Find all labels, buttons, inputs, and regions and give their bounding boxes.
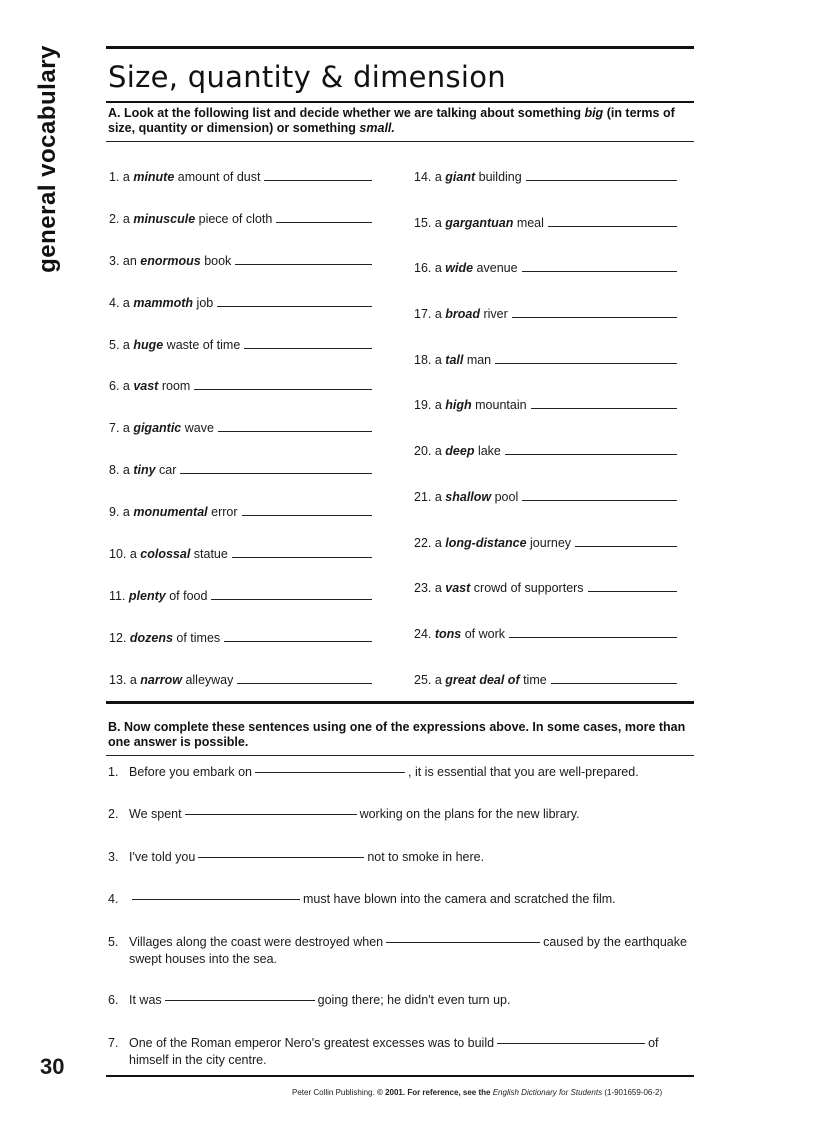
item-prefix: 25. a [414, 673, 446, 687]
item-keyword: shallow [445, 490, 492, 504]
sentence-start: Villages along the coast were destroyed when [129, 935, 384, 949]
section-a-rule [106, 141, 694, 142]
item-suffix: job [193, 296, 214, 310]
vocab-item [414, 581, 677, 595]
footer-book: English Dictionary for Students [492, 1088, 603, 1097]
answer-blank[interactable] [237, 682, 372, 684]
answer-blank[interactable] [588, 590, 677, 592]
answer-blank[interactable] [218, 430, 372, 432]
item-keyword: minute [133, 170, 175, 184]
sentence-number: 4. [108, 892, 119, 906]
title-rule [106, 101, 694, 103]
vocab-item [109, 296, 372, 310]
answer-blank[interactable] [194, 388, 372, 390]
item-keyword: giant [445, 170, 476, 184]
item-prefix: 18. a [414, 353, 446, 367]
vocab-item [414, 444, 677, 458]
answer-blank[interactable] [495, 362, 677, 364]
section-a-small: small. [359, 121, 395, 135]
vocab-item [414, 627, 677, 641]
sentence-end: caused by the earthquake [543, 935, 687, 949]
section-a-big: big [584, 106, 604, 120]
footer-copyright: © 2001. For reference, see the [376, 1088, 491, 1097]
answer-blank[interactable] [509, 636, 677, 638]
sentence [108, 849, 694, 866]
answer-blank[interactable] [575, 545, 677, 547]
answer-blank[interactable] [198, 856, 364, 858]
item-suffix: statue [190, 547, 228, 561]
item-suffix: river [480, 307, 508, 321]
vocab-item [414, 216, 677, 230]
sentence-number: 1. [108, 765, 119, 779]
sentence-end: of [648, 1036, 659, 1050]
item-prefix: 16. a [414, 261, 446, 275]
item-prefix: 23. a [414, 581, 446, 595]
item-suffix: lake [474, 444, 501, 458]
answer-blank[interactable] [276, 221, 372, 223]
vocab-item [414, 353, 677, 367]
sentence-start: We spent [129, 807, 182, 821]
item-suffix: waste of time [163, 338, 241, 352]
vocab-item [414, 398, 677, 412]
answer-blank[interactable] [551, 682, 677, 684]
answer-blank[interactable] [522, 499, 677, 501]
item-suffix: man [463, 353, 492, 367]
item-suffix: amount of dust [174, 170, 261, 184]
item-suffix: building [475, 170, 522, 184]
answer-blank[interactable] [132, 898, 300, 900]
vocab-item [109, 170, 372, 184]
answer-blank[interactable] [255, 771, 405, 773]
item-prefix: 17. a [414, 307, 446, 321]
answer-blank[interactable] [386, 941, 540, 943]
item-keyword: plenty [128, 589, 166, 603]
vocab-item [109, 673, 372, 687]
item-prefix: 8. a [109, 463, 134, 477]
item-prefix: 13. a [109, 673, 141, 687]
vocab-item [414, 536, 677, 550]
vocab-item [109, 254, 372, 268]
section-a-text-1: A. Look at the following list and decide whether we are talking about something [108, 106, 581, 120]
answer-blank[interactable] [548, 225, 677, 227]
section-a-text-2: (in terms of size, quantity or dimension) or something [108, 106, 675, 135]
item-prefix: 21. a [414, 490, 446, 504]
item-keyword: monumental [133, 505, 208, 519]
answer-blank[interactable] [165, 999, 315, 1001]
vocab-item [414, 490, 677, 504]
vocab-item [109, 631, 372, 645]
item-keyword: wide [445, 261, 474, 275]
answer-blank[interactable] [217, 305, 372, 307]
sentence [108, 934, 694, 968]
item-keyword: vast [133, 379, 159, 393]
answer-blank[interactable] [512, 316, 677, 318]
item-suffix: journey [526, 536, 572, 550]
item-prefix: 24. [414, 627, 435, 641]
item-prefix: 2. a [109, 212, 134, 226]
section-b-top-rule [106, 701, 694, 704]
item-suffix: of food [165, 589, 208, 603]
answer-blank[interactable] [244, 347, 372, 349]
item-suffix: meal [513, 216, 544, 230]
sentence-number: 3. [108, 850, 119, 864]
item-keyword: minuscule [133, 212, 196, 226]
sentence-end: going there; he didn't even turn up. [317, 993, 511, 1007]
answer-blank[interactable] [526, 179, 677, 181]
vocab-item [109, 421, 372, 435]
answer-blank[interactable] [531, 407, 677, 409]
item-suffix: pool [491, 490, 519, 504]
item-keyword: narrow [140, 673, 182, 687]
sentence-start: I've told you [129, 850, 196, 864]
item-suffix: error [207, 505, 238, 519]
item-prefix: 20. a [414, 444, 446, 458]
item-prefix: 15. a [414, 216, 446, 230]
side-tab-label: general vocabulary [34, 45, 61, 273]
item-keyword: tiny [133, 463, 156, 477]
answer-blank[interactable] [224, 640, 372, 642]
item-prefix: 7. a [109, 421, 134, 435]
vocab-item [109, 505, 372, 519]
vocab-item [109, 379, 372, 393]
item-prefix: 19. a [414, 398, 446, 412]
vocab-item [109, 589, 372, 603]
item-suffix: avenue [473, 261, 518, 275]
sentence-continuation: swept houses into the sea. [129, 952, 278, 966]
vocab-item [414, 170, 677, 184]
item-keyword: deep [445, 444, 475, 458]
item-prefix: 22. a [414, 536, 446, 550]
item-keyword: mammoth [133, 296, 194, 310]
item-suffix: piece of cloth [195, 212, 273, 226]
sentence-start: It was [129, 993, 162, 1007]
item-suffix: alleyway [181, 673, 234, 687]
item-suffix: of times [172, 631, 221, 645]
item-prefix: 4. a [109, 296, 134, 310]
item-prefix: 6. a [109, 379, 134, 393]
sentence [108, 1035, 694, 1069]
item-keyword: high [445, 398, 472, 412]
item-prefix: 5. a [109, 338, 134, 352]
item-keyword: colossal [140, 547, 191, 561]
item-suffix: car [155, 463, 177, 477]
vocab-item [109, 463, 372, 477]
sentence [108, 806, 694, 823]
item-suffix: room [158, 379, 191, 393]
sentence-continuation: himself in the city centre. [129, 1053, 267, 1067]
sentence-start: Before you embark on [129, 765, 252, 779]
sentence [108, 764, 694, 781]
vocab-item [414, 261, 677, 275]
sentence-start: One of the Roman emperor Nero's greatest excesses was to build [129, 1036, 495, 1050]
answer-blank[interactable] [235, 263, 372, 265]
sentence-number: 5. [108, 935, 119, 949]
answer-blank[interactable] [242, 514, 372, 516]
sentence-end: , it is essential that you are well-prepared. [408, 765, 639, 779]
item-keyword: huge [133, 338, 164, 352]
answer-blank[interactable] [185, 813, 357, 815]
sentence-end: working on the plans for the new library. [359, 807, 580, 821]
item-prefix: 12. [109, 631, 130, 645]
sentence-number: 2. [108, 807, 119, 821]
item-keyword: gigantic [133, 421, 182, 435]
bottom-rule [106, 1075, 694, 1077]
item-suffix: wave [181, 421, 214, 435]
sentence [108, 891, 694, 908]
vocab-item [109, 338, 372, 352]
answer-blank[interactable] [505, 453, 677, 455]
item-prefix: 14. a [414, 170, 446, 184]
item-keyword: dozens [129, 631, 173, 645]
section-b-rule [106, 755, 694, 756]
page-number: 30 [40, 1054, 65, 1079]
item-keyword: great deal of [445, 673, 520, 687]
item-suffix: time [519, 673, 547, 687]
answer-blank[interactable] [497, 1042, 645, 1044]
answer-blank[interactable] [264, 179, 372, 181]
footer-isbn: (1-901659-06-2) [604, 1088, 663, 1097]
item-suffix: book [200, 254, 232, 268]
section-b-instruction: B. Now complete these sentences using one of the expressions above. In some cases, more than one answer is possible. [108, 720, 686, 749]
item-keyword: gargantuan [445, 216, 514, 230]
page-title: Size, quantity & dimension [108, 60, 506, 94]
sentence [108, 992, 694, 1009]
vocab-item [414, 673, 677, 687]
footer [292, 1088, 662, 1097]
sentence-end: must have blown into the camera and scratched the film. [303, 892, 616, 906]
section-a-instruction [108, 106, 692, 136]
vocab-item [414, 307, 677, 321]
item-prefix: 1. a [109, 170, 134, 184]
answer-blank[interactable] [180, 472, 372, 474]
vocab-item [109, 547, 372, 561]
sentence-number: 7. [108, 1036, 119, 1050]
item-suffix: mountain [471, 398, 527, 412]
item-prefix: 9. a [109, 505, 134, 519]
sentence-number: 6. [108, 993, 119, 1007]
top-rule [106, 46, 694, 49]
item-keyword: broad [445, 307, 481, 321]
footer-publisher: Peter Collin Publishing. [292, 1088, 375, 1097]
sentence-end: not to smoke in here. [367, 850, 485, 864]
item-keyword: tall [445, 353, 464, 367]
item-suffix: crowd of supporters [470, 581, 584, 595]
answer-blank[interactable] [522, 270, 677, 272]
side-tab [28, 44, 68, 274]
answer-blank[interactable] [211, 598, 372, 600]
vocab-item [109, 212, 372, 226]
item-keyword: long-distance [445, 536, 527, 550]
item-keyword: vast [445, 581, 471, 595]
answer-blank[interactable] [232, 556, 372, 558]
item-prefix: 10. a [109, 547, 141, 561]
item-suffix: of work [461, 627, 506, 641]
item-prefix: 11. [109, 589, 129, 603]
item-keyword: enormous [140, 254, 201, 268]
item-prefix: 3. an [109, 254, 141, 268]
item-keyword: tons [434, 627, 462, 641]
